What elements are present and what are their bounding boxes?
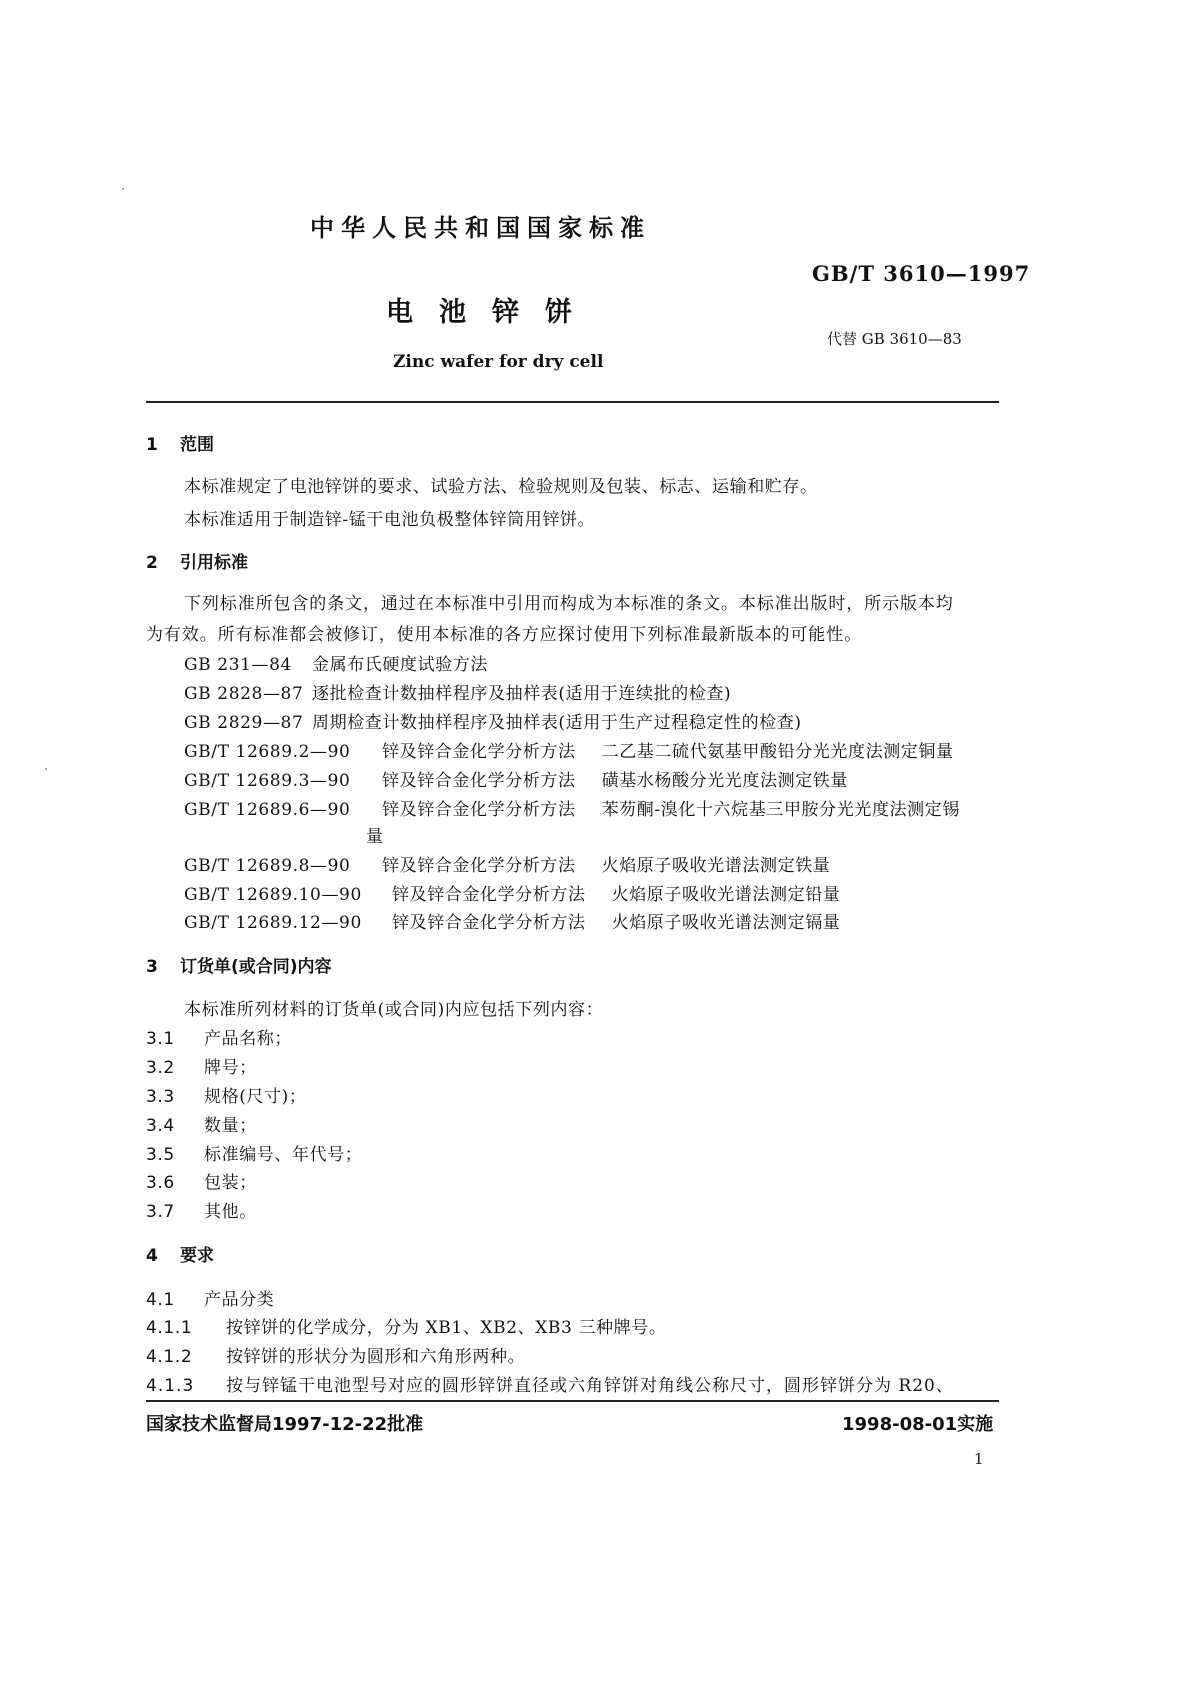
reference-code: GB/T 12689.12—90 <box>184 913 362 933</box>
clause-number: 4.1.3 <box>146 1376 195 1396</box>
reference-subtitle: 磺基水杨酸分光光度法测定铁量 <box>601 771 849 791</box>
reference-entry <box>184 766 848 791</box>
reference-code: GB/T 12689.10—90 <box>184 885 362 905</box>
clause-item <box>146 1313 666 1338</box>
scan-speck <box>122 188 124 190</box>
clause-text: 其他。 <box>204 1202 257 1222</box>
section-1-heading <box>146 430 214 455</box>
clause-number: 3.7 <box>146 1202 175 1222</box>
clause-item <box>146 1285 274 1310</box>
clause-number: 3.2 <box>146 1058 175 1078</box>
english-title: Zinc wafer for dry cell <box>393 352 604 372</box>
section-number: 1 <box>146 435 158 455</box>
section-2-heading <box>146 548 248 573</box>
clause-text: 数量； <box>204 1116 257 1136</box>
clause-text: 产品名称； <box>204 1029 292 1049</box>
approval-note: 国家技术监督局1997-12-22批准 <box>146 1414 424 1435</box>
reference-title: 锌及锌合金化学分析方法 <box>392 913 586 933</box>
clause-item <box>146 1082 306 1107</box>
reference-code: GB/T 12689.3—90 <box>184 771 351 791</box>
reference-subtitle: 火焰原子吸收光谱法测定铅量 <box>611 885 841 905</box>
clause-item <box>146 1371 954 1396</box>
reference-code: GB/T 12689.8—90 <box>184 856 351 876</box>
paragraph: 本标准规定了电池锌饼的要求、试验方法、检验规则及包装、标志、运输和贮存。 <box>184 477 818 497</box>
section-4-heading <box>146 1241 214 1266</box>
clause-item <box>146 1197 257 1222</box>
reference-entry <box>184 795 960 820</box>
section-number: 4 <box>146 1246 158 1266</box>
reference-entry <box>184 851 830 876</box>
reference-code: GB 231—84 <box>184 655 292 675</box>
paragraph: 本标准适用于制造锌-锰干电池负极整体锌筒用锌饼。 <box>184 510 596 530</box>
reference-title: 锌及锌合金化学分析方法 <box>382 742 576 762</box>
reference-subtitle: 火焰原子吸收光谱法测定镉量 <box>611 913 841 933</box>
reference-title: 锌及锌合金化学分析方法 <box>392 885 586 905</box>
reference-title: 周期检查计数抽样程序及抽样表(适用于生产过程稳定性的检查) <box>312 713 802 733</box>
scan-speck <box>45 768 47 770</box>
clause-item <box>146 1111 257 1136</box>
reference-entry <box>184 880 840 905</box>
reference-entry <box>184 737 954 762</box>
reference-code: GB/T 12689.6—90 <box>184 800 351 820</box>
reference-title: 金属布氏硬度试验方法 <box>312 655 488 675</box>
section-3-heading <box>146 952 332 977</box>
replaces-note: 代替 GB 3610—83 <box>827 330 962 348</box>
paragraph: 下列标准所包含的条文，通过在本标准中引用而构成为本标准的条文。本标准出版时，所示版本均 <box>184 594 954 614</box>
reference-code: GB/T 12689.2—90 <box>184 742 351 762</box>
clause-number: 3.4 <box>146 1116 175 1136</box>
clause-text: 牌号； <box>204 1058 257 1078</box>
header-divider <box>146 401 999 403</box>
reference-entry <box>184 679 731 704</box>
clause-number: 3.1 <box>146 1029 175 1049</box>
reference-subtitle-continuation: 量 <box>366 827 384 847</box>
reference-code: GB 2829—87 <box>184 713 304 733</box>
clause-text: 规格(尺寸)； <box>204 1087 307 1107</box>
clause-item <box>146 1053 257 1078</box>
section-title: 要求 <box>180 1246 214 1266</box>
clause-number: 3.6 <box>146 1173 175 1193</box>
reference-code: GB 2828—87 <box>184 684 304 704</box>
paragraph: 为有效。所有标准都会被修订，使用本标准的各方应探讨使用下列标准最新版本的可能性。 <box>146 625 862 645</box>
reference-title: 锌及锌合金化学分析方法 <box>382 856 576 876</box>
reference-title: 逐批检查计数抽样程序及抽样表(适用于连续批的检查) <box>312 684 732 704</box>
standard-code: GB/T 3610—1997 <box>812 261 1031 286</box>
reference-entry <box>184 650 488 675</box>
reference-subtitle: 火焰原子吸收光谱法测定铁量 <box>601 856 831 876</box>
effective-date: 1998-08-01实施 <box>842 1414 994 1435</box>
reference-subtitle: 苯芴酮-溴化十六烷基三甲胺分光光度法测定锡 <box>601 800 960 820</box>
document-title: 电池锌饼 <box>386 297 598 328</box>
page-number: 1 <box>974 1450 984 1468</box>
clause-text: 按锌饼的化学成分，分为 XB1、XB2、XB3 三种牌号。 <box>226 1318 667 1338</box>
clause-item <box>146 1024 292 1049</box>
section-number: 2 <box>146 553 158 573</box>
clause-text: 包装； <box>204 1173 257 1193</box>
clause-text: 按与锌锰干电池型号对应的圆形锌饼直径或六角锌饼对角线公称尺寸，圆形锌饼分为 R20、 <box>226 1376 954 1396</box>
clause-item <box>146 1342 525 1367</box>
reference-title: 锌及锌合金化学分析方法 <box>382 771 576 791</box>
clause-item <box>146 1168 257 1193</box>
section-title: 引用标准 <box>180 553 248 573</box>
clause-item <box>146 1140 362 1165</box>
reference-entry <box>184 908 840 933</box>
clause-number: 3.5 <box>146 1145 175 1165</box>
clause-text: 按锌饼的形状分为圆形和六角形两种。 <box>226 1347 526 1367</box>
section-number: 3 <box>146 957 158 977</box>
clause-number: 4.1.2 <box>146 1347 193 1367</box>
reference-subtitle: 二乙基二硫代氨基甲酸铅分光光度法测定铜量 <box>601 742 954 762</box>
clause-number: 4.1.1 <box>146 1318 193 1338</box>
clause-number: 4.1 <box>146 1290 175 1310</box>
clause-text: 标准编号、年代号； <box>204 1145 363 1165</box>
section-title: 范围 <box>180 435 214 455</box>
national-standard-title: 中华人民共和国国家标准 <box>310 214 651 242</box>
reference-title: 锌及锌合金化学分析方法 <box>382 800 576 820</box>
section-title: 订货单(或合同)内容 <box>180 957 332 977</box>
reference-entry <box>184 708 802 733</box>
footer-divider <box>146 1400 999 1402</box>
clause-text: 产品分类 <box>204 1290 275 1310</box>
clause-number: 3.3 <box>146 1087 175 1107</box>
paragraph: 本标准所列材料的订货单(或合同)内应包括下列内容： <box>184 1000 604 1020</box>
